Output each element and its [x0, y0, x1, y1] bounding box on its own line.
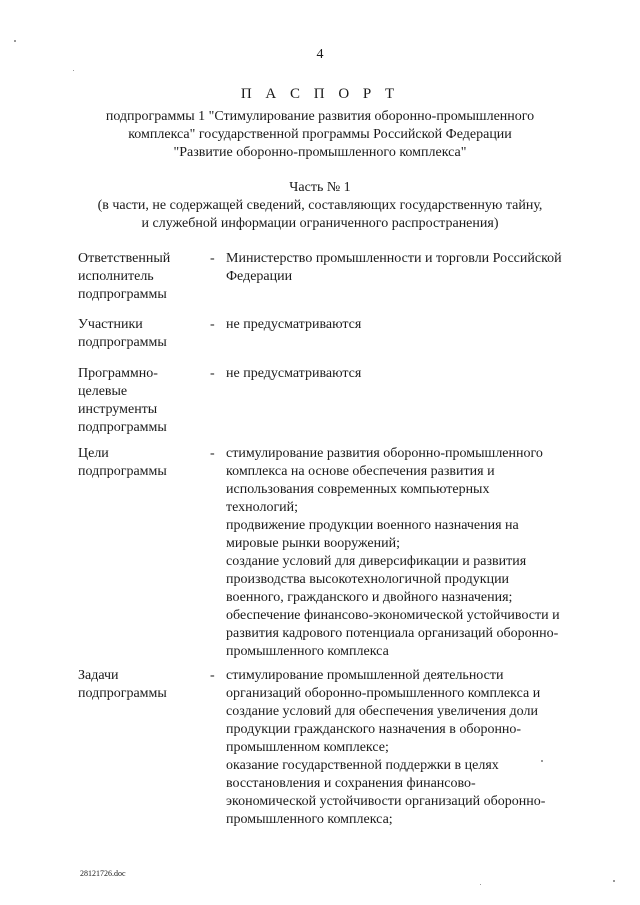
row-label-line: подпрограммы	[78, 420, 167, 435]
row-label-line: Цели	[78, 446, 109, 461]
row-label-line: Ответственный	[78, 251, 171, 266]
part-title: Часть № 1	[289, 180, 351, 195]
row-label-line: целевые	[78, 384, 128, 399]
subtitle-line: подпрограммы 1 "Стимулирование развития оборонно-промышленного	[105, 109, 535, 124]
row-label-line: подпрограммы	[78, 335, 167, 350]
row-value	[226, 365, 596, 383]
row-dash: -	[210, 668, 215, 683]
row-dash: -	[210, 251, 215, 266]
row-label-line: исполнитель	[78, 269, 154, 284]
row-value-line: стимулирование развития оборонно-промышленного	[226, 446, 543, 461]
row-label	[78, 445, 203, 481]
row-label-line: подпрограммы	[78, 287, 167, 302]
row-dash: -	[210, 317, 215, 332]
row-value	[226, 250, 596, 286]
document-subtitle	[0, 108, 640, 162]
row-label	[78, 365, 203, 437]
part-note-line: (в части, не содержащей сведений, составляющих государственную тайну,	[97, 198, 543, 213]
part-note-line: и служебной информации ограниченного распространения)	[141, 216, 499, 231]
footer-file-name: 28121726.doc	[80, 869, 126, 878]
row-value-line: продукции гражданского назначения в оборонно-	[226, 722, 522, 737]
row-value-line: военного, гражданского и двойного назначения;	[226, 590, 513, 605]
subtitle-line: "Развитие оборонно-промышленного комплекса"	[173, 145, 467, 160]
row-label	[78, 667, 203, 703]
row-value-line: Федерации	[226, 269, 293, 284]
row-value-line: Министерство промышленности и торговли Российской	[226, 251, 562, 266]
row-dash: -	[210, 446, 215, 461]
document-title: П А С П О Р Т	[240, 86, 400, 102]
row-label-line: инструменты	[78, 402, 158, 417]
row-label	[78, 250, 203, 304]
part-note	[0, 197, 640, 233]
row-value-line: промышленного комплекса;	[226, 812, 393, 827]
scan-speck	[613, 880, 615, 882]
row-label-line: Задачи	[78, 668, 119, 683]
row-value-line: комплекса на основе обеспечения развития и	[226, 464, 495, 479]
scan-speck	[541, 760, 543, 762]
row-value	[226, 667, 596, 829]
row-value-line: создание условий для диверсификации и развития	[226, 554, 527, 569]
row-dash: -	[210, 366, 215, 381]
row-value-line: мировые рынки вооружений;	[226, 536, 400, 551]
row-value-line: промышленного комплекса	[226, 644, 389, 659]
row-value-line: продвижение продукции военного назначения на	[226, 518, 519, 533]
row-value-line: промышленном комплексе;	[226, 740, 389, 755]
row-value-line: оказание государственной поддержки в целях	[226, 758, 499, 773]
row-value-line: не предусматриваются	[226, 366, 362, 381]
scan-speck	[14, 40, 16, 42]
row-value-line: использования современных компьютерных	[226, 482, 490, 497]
row-value	[226, 316, 596, 334]
row-value-line: не предусматриваются	[226, 317, 362, 332]
page-number: 4	[316, 47, 324, 62]
row-label	[78, 316, 203, 352]
row-label-line: подпрограммы	[78, 686, 167, 701]
row-value-line: технологий;	[226, 500, 299, 515]
scan-speck	[480, 884, 481, 885]
scan-speck	[73, 70, 74, 71]
row-value-line: организаций оборонно-промышленного комплекса и	[226, 686, 541, 701]
row-label-line: подпрограммы	[78, 464, 167, 479]
row-label-line: Программно-	[78, 366, 158, 381]
row-value-line: производства высокотехнологичной продукции	[226, 572, 510, 587]
row-label-line: Участники	[78, 317, 143, 332]
row-value-line: экономической устойчивости организаций оборонно-	[226, 794, 546, 809]
row-value-line: восстановления и сохранения финансово-	[226, 776, 476, 791]
row-value-line: обеспечение финансово-экономической устойчивости и	[226, 608, 560, 623]
subtitle-line: комплекса" государственной программы Российской Федерации	[128, 127, 512, 142]
row-value-line: развития кадрового потенциала организаций оборонно-	[226, 626, 559, 641]
row-value	[226, 445, 596, 661]
row-value-line: создание условий для обеспечения увеличения доли	[226, 704, 538, 719]
row-value-line: стимулирование промышленной деятельности	[226, 668, 504, 683]
